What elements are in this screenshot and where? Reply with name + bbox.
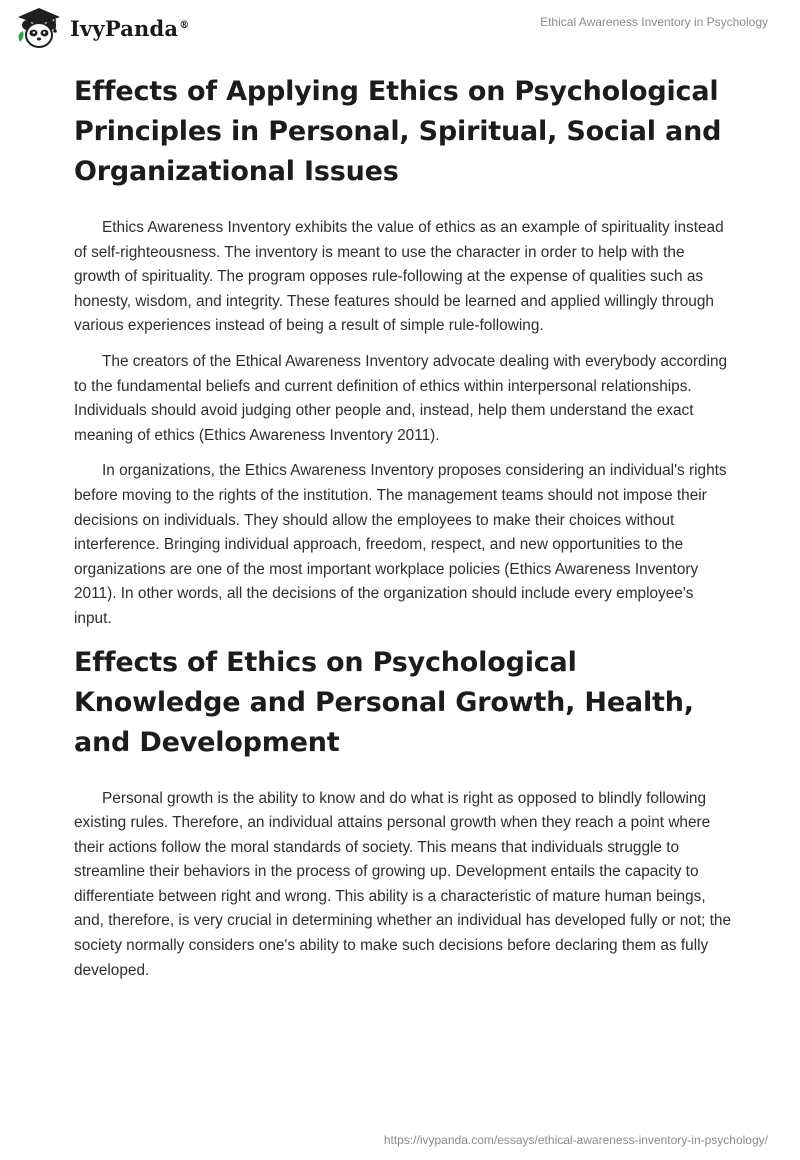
section-heading-1: Effects of Applying Ethics on Psychological Principles in Personal, Spiritual, Social and Organizational Issues: [74, 76, 722, 187]
source-url[interactable]: https://ivypanda.com/essays/ethical-awareness-inventory-in-psychology/: [383, 1133, 768, 1147]
paragraph: In organizations, the Ethics Awareness Inventory proposes considering an individual's rights before moving to the rights of the institution. The management teams should not impose their decisions on individuals. They should allow the employees to make their choices without interference. Bringing individual approach, freedom, respect, and new opportunities to the organizations are one of the most important workplace policies (Ethics Awareness Inventory 2011). In other words, all the decisions of the organization should include every employee's input.: [74, 462, 727, 627]
essay-content: [74, 72, 734, 994]
paragraph: Personal growth is the ability to know and do what is right as opposed to blindly following existing rules. Therefore, an individual attains personal growth when they reach a point where their actions follow the moral standards of society. This means that individuals struggle to streamline their behaviors in the process of growing up. Development entails the capacity to differentiate between right and wrong. This ability is a characteristic of mature human beings, and, therefore, is very crucial in determining whether an individual has developed fully or not; the society normally considers one's ability to make such decisions before declaring them as fully developed.: [74, 789, 732, 979]
registered-mark: ®: [179, 19, 190, 31]
ivypanda-logo[interactable]: [14, 6, 189, 50]
paragraph: The creators of the Ethical Awareness Inventory advocate dealing with everybody according to the fundamental beliefs and current definition of ethics within interpersonal relationships. Individuals should avoid judging other people and, instead, help them understand the exact meaning of ethics (Ethics Awareness Inventory 2011).: [74, 352, 728, 444]
logo-text: IvyPanda®: [70, 15, 190, 41]
section-heading-2: Effects of Ethics on Psychological Knowledge and Personal Growth, Health, and Development: [74, 646, 694, 758]
paragraph: Ethics Awareness Inventory exhibits the value of ethics as an example of spirituality instead of self-righteousness. The inventory is meant to use the character in order to help with the growth of spirituality. The program opposes rule-following at the expense of qualities such as honesty, wisdom, and integrity. These features should be learned and applied willingly through various experiences instead of being a result of simple rule-following.: [74, 219, 724, 335]
page-header: [0, 0, 800, 60]
running-title: Ethical Awareness Inventory in Psychology: [540, 15, 768, 29]
panda-graduate-icon: [14, 6, 64, 50]
